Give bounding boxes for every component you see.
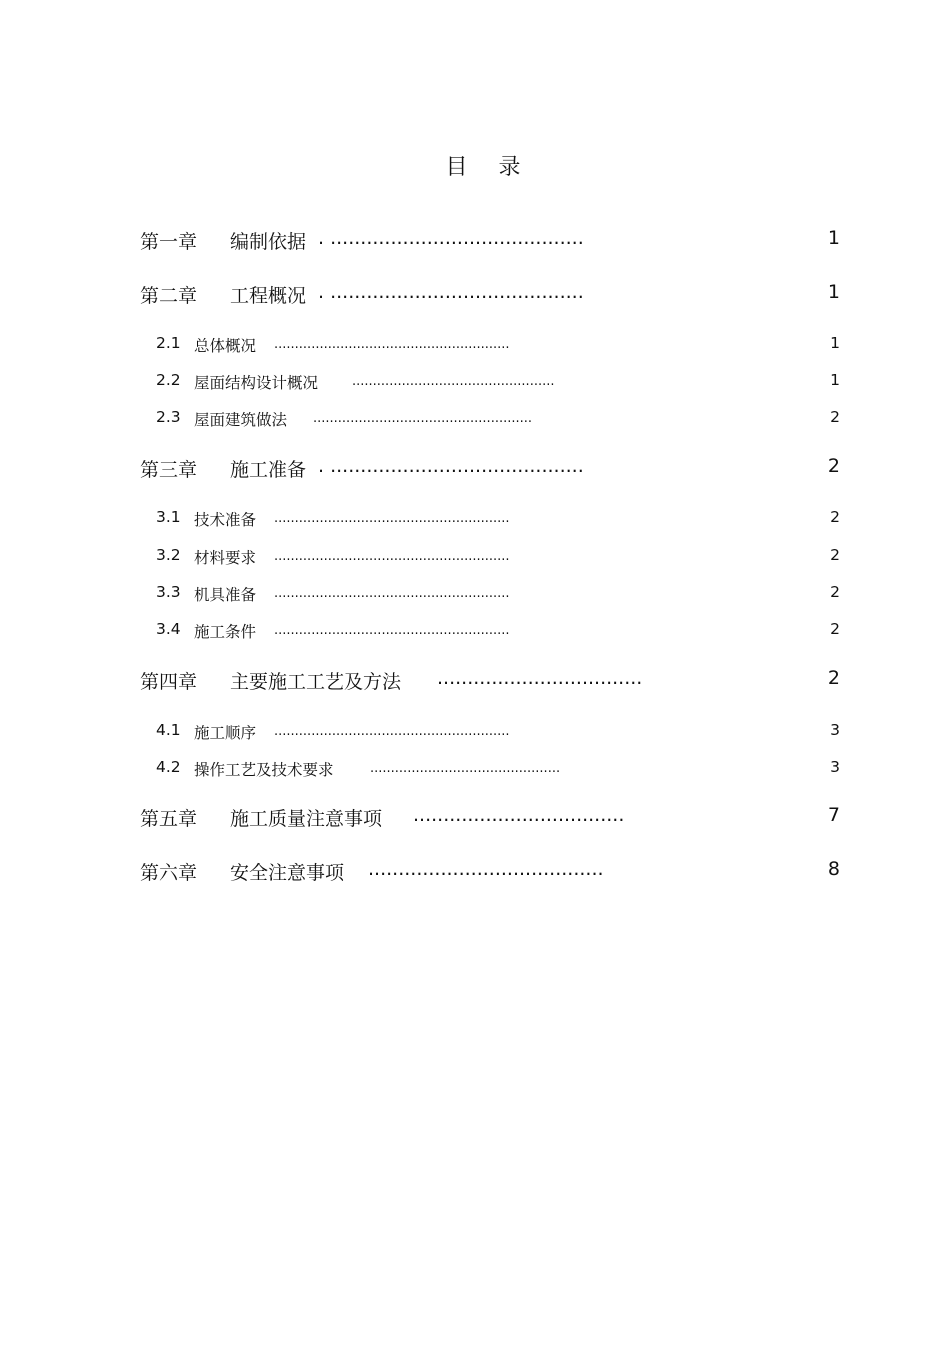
- section-title: 操作工艺及技术要求: [194, 761, 334, 779]
- toc-title: 目 录: [445, 155, 533, 180]
- chapter-number: 第五章: [140, 808, 198, 830]
- page-number: 2: [830, 546, 840, 564]
- section-title: 机具准备: [194, 586, 257, 604]
- chapter-title: 编制依据: [230, 231, 307, 253]
- leader-dots: ...................................: [413, 804, 625, 826]
- chapter-title: 施工准备: [230, 459, 307, 481]
- leader-dots: .....................................................: [313, 411, 533, 426]
- section-title: 材料要求: [194, 549, 257, 567]
- page-number: 1: [830, 334, 840, 352]
- page-number: 2: [827, 667, 840, 689]
- chapter-title: 安全注意事项: [230, 862, 345, 884]
- section-number: 3.4: [156, 620, 181, 638]
- section-title: 屋面结构设计概况: [194, 374, 319, 392]
- section-number: 3.1: [156, 508, 181, 526]
- section-number: 2.3: [156, 408, 181, 426]
- section-title: 施工顺序: [194, 724, 257, 742]
- section-title: 技术准备: [194, 511, 257, 529]
- section-number: 3.2: [156, 546, 181, 564]
- chapter-title: 工程概况: [230, 285, 307, 307]
- page-number: 7: [827, 804, 840, 826]
- leader-dots: ..............................................: [370, 761, 561, 776]
- section-title: 总体概况: [194, 337, 257, 355]
- leader-dots: . ..........................................: [318, 227, 584, 249]
- chapter-number: 第六章: [140, 862, 198, 884]
- page-number: 1: [827, 227, 840, 249]
- section-title: 屋面建筑做法: [194, 411, 288, 429]
- page-number: 3: [830, 758, 840, 776]
- leader-dots: . ..........................................: [318, 455, 584, 477]
- section-number: 4.1: [156, 721, 181, 739]
- page-number: 1: [830, 371, 840, 389]
- section-number: 4.2: [156, 758, 181, 776]
- chapter-title: 施工质量注意事项: [230, 808, 383, 830]
- leader-dots: .........................................................: [274, 623, 510, 638]
- page-number: 1: [827, 281, 840, 303]
- page-number: 2: [830, 408, 840, 426]
- chapter-number: 第一章: [140, 231, 198, 253]
- chapter-number: 第四章: [140, 671, 198, 693]
- leader-dots: . ..........................................: [318, 281, 584, 303]
- leader-dots: .......................................: [368, 858, 604, 880]
- page-number: 8: [827, 858, 840, 880]
- leader-dots: .........................................................: [274, 724, 510, 739]
- chapter-number: 第二章: [140, 285, 198, 307]
- leader-dots: .........................................................: [274, 549, 510, 564]
- chapter-title: 主要施工工艺及方法: [230, 671, 402, 693]
- page-number: 2: [827, 455, 840, 477]
- leader-dots: ..................................: [437, 667, 643, 689]
- section-number: 2.1: [156, 334, 181, 352]
- leader-dots: .........................................................: [274, 337, 510, 352]
- section-number: 3.3: [156, 583, 181, 601]
- leader-dots: .................................................: [352, 374, 555, 389]
- page-number: 3: [830, 721, 840, 739]
- section-title: 施工条件: [194, 623, 257, 641]
- leader-dots: .........................................................: [274, 586, 510, 601]
- leader-dots: .........................................................: [274, 511, 510, 526]
- section-number: 2.2: [156, 371, 181, 389]
- chapter-number: 第三章: [140, 459, 198, 481]
- page-number: 2: [830, 583, 840, 601]
- page-number: 2: [830, 620, 840, 638]
- page-number: 2: [830, 508, 840, 526]
